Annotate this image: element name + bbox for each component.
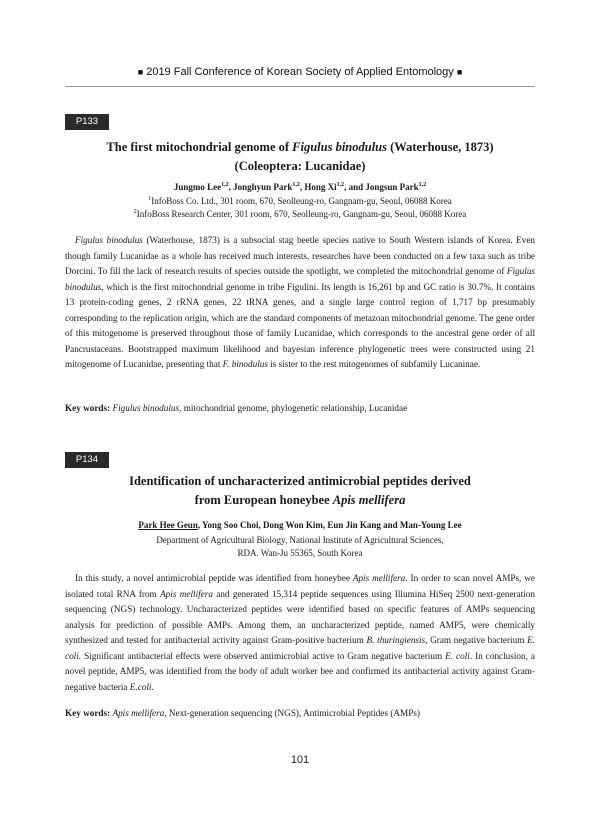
- page-number: 101: [290, 754, 310, 766]
- keywords-label: Key words:: [65, 403, 111, 413]
- presenting-author: Park Hee Geun: [138, 520, 198, 530]
- affiliation: $^1$InfoBoss Co. Ltd., 301 room, 670, Seolleung-ro, Gangnam-gu, Seoul, 06088 Korea: [148, 196, 452, 206]
- header-divider: [65, 86, 535, 87]
- author: Jongsun Park: [365, 182, 419, 192]
- keywords-label: Key words:: [65, 708, 111, 718]
- author-list: Park Hee Geun, Yong Soo Choi, Dong Won Kim, Eun Jin Kang and Man-Young Lee: [138, 520, 462, 530]
- keywords: Key words: Figulus binodulus, mitochondrial genome, phylogenetic relationship, Lucanidae: [65, 403, 408, 413]
- affiliation: RDA. Wan-Ju 55365, South Korea: [237, 548, 363, 558]
- abstract-tag: P133: [65, 114, 109, 130]
- abstract-title: The first mitochondrial genome of Figulus binodulus (Waterhouse, 1873) (Coleoptera: Lucanidae): [106, 140, 494, 173]
- square-bullet-icon: ■: [456, 67, 463, 77]
- author: Hong Xi: [304, 182, 337, 192]
- keywords: Key words: Apis mellifera, Next-generation sequencing (NGS), Antimicrobial Peptides (AMPs): [65, 708, 420, 718]
- abstract-body: In this study, a novel antimicrobial peptide was identified from honeybee Apis mellifera. In order to scan novel AMPs, we isolated total RNA from Apis mellifera and generated 15,314 peptide sequences using Illumina HiSeq 2500 next-generation sequencing (NGS) technology. Uncharacterized peptides were identified based on specific features of AMPs sequencing analysis for prediction of possible AMPs. Among them, an uncharacterized peptide, named AMP5, were chemically synthesized and tested for antibacterial activity against Gram-positive bacterium B. thuringiensis, Gram negative bacterium E. coli. Significant antibacterial effects were observed antimicrobial active to Gram negative bacterium E. coli. In conclusion, a novel peptide, AMP5, was identified from the body of adult worker bee and confirmed its antibacterial activity against Gram-negative bacteria E.coli.: [65, 573, 535, 692]
- author: Jonghyun Park: [233, 182, 293, 192]
- affiliation: $^2$InfoBoss Research Center, 301 room, 670, Seolleung-ro, Gangnam-gu, Seoul, 06088 Korea: [133, 209, 467, 219]
- running-header: [0, 66, 600, 78]
- conference-title: 2019 Fall Conference of Korean Society of Applied Entomology: [146, 66, 454, 78]
- author-list: Jungmo Lee$^{1,2}$, Jonghyun Park$^{1,2}$, Hong Xi$^{1,2}$, and Jongsun Park$^{1,2}$: [173, 182, 427, 192]
- abstract-title: Identification of uncharacterized antimicrobial peptides derived from European honeybee Apis mellifera: [129, 474, 471, 507]
- abstract-body: Figulus binodulus (Waterhouse, 1873) is a subsocial stag beetle species native to South Western islands of Korea. Even though family Lucanidae as a whole has received much interests, researches have been conducted on a few taxa such as tribe Dorcini. To fill the lack of research results of species outside the spotlight, we completed the mitochondrial genome of Figulus binodulus, which is the first mitochondrial genome in tribe Figulini. Its length is 16,261 bp and GC ratio is 30.7%. It contains 13 protein-coding genes, 2 rRNA genes, 22 tRNA genes, and a single large control region of 1,717 bp presumably corresponding to the replication origin, which are the standard components of metazoan mitochondrial genome. The gene order of this mitogenome is preserved throughout those of family Lucanidae, which corresponds to the ancestral gene order of all Pancrustaceans. Bootstrapped maximum likelihood and bayesian inference phylogenetic trees were constructed using 21 mitogenome of Lucanidae, presenting that F. binodulus is sister to the rest mitogenomes of subfamily Lucaninae.: [65, 235, 535, 369]
- abstract-tag: P134: [65, 452, 109, 468]
- author: Jungmo Lee: [173, 182, 222, 192]
- affiliation: Department of Agricultural Biology, National Institute of Agricultural Sciences,: [156, 535, 444, 545]
- square-bullet-icon: ■: [137, 67, 144, 77]
